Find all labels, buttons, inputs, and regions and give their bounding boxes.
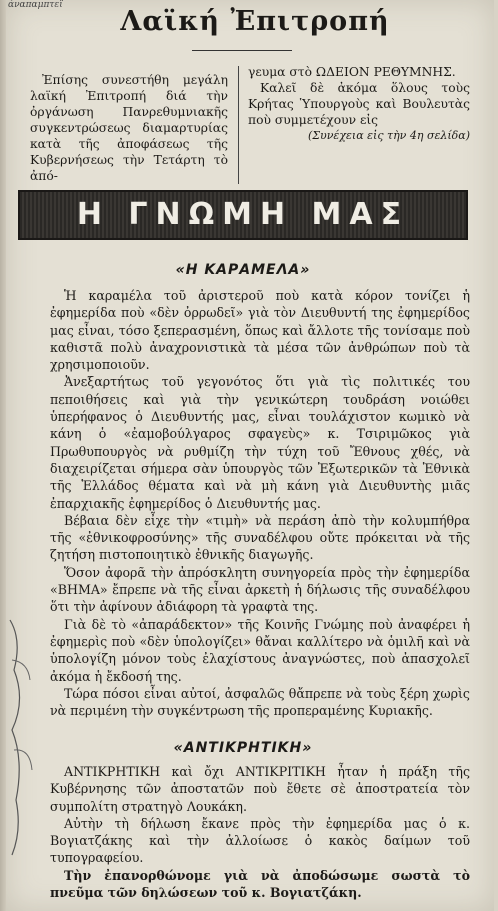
section-title-antikritiki: «ΑΝΤΙΚΡΗΤΙΚΗ»: [173, 740, 313, 756]
paragraph: Ὅσον ἀφορᾶ τὴν ἀπρόσκλητη συνηγορεία πρὸς τὴν ἐφημερίδα «ΒΗΜΑ» ἔπρεπε νὰ τῆς εἶναι ἀρκετὴ ἡ δήλωσις τῆς συναδέλφου ὅτι τὴν ἀφίνουν ἀδιάφορη τὰ γραφτὰ της.: [50, 564, 470, 615]
banner-title: Η ΓΝΩΜΗ ΜΑΣ: [76, 197, 410, 232]
column-divider: [238, 66, 239, 184]
article-right-column: [248, 64, 470, 144]
page-edge: [0, 0, 6, 911]
article-left-column: [30, 72, 228, 184]
section-body-karamela: [50, 287, 470, 719]
paragraph: Γιὰ δὲ τὸ «ἀπαράδεκτον» τῆς Κοινῆς Γνώμης ποὺ ἀναφέρει ἡ ἐφημερὶς ποὺ «δὲν ὑπολογίζει» θἄναι καλλίτερο νὰ ὁμιλῆ καὶ νὰ ὑπολογίζη μόνον τοὺς ἐλαχίστους ἀναγνώστες, ποὺ ἀπασχολεῖ ἀκόμα ἡ ἔκδοσή της.: [50, 616, 470, 684]
paragraph: Αὐτὴν τὴ δήλωση ἔκανε πρὸς τὴν ἐφημερίδα μας ὁ κ. Βογιατζάκης καὶ τὴν ἀλλοίωσε ὁ κακὸς δαίμων τοῦ τυπογραφείου.: [50, 815, 470, 866]
paragraph: Ἀνεξαρτήτως τοῦ γεγονότος ὅτι γιὰ τὶς πολιτικές του πεποιθήσεις καὶ γιὰ τὴν γενικώτερη τουδράση νοιώθει ὑπερήφανος ὁ Διευθυντής μας, εἶναι τουλάχιστον κωμικὸ νὰ κάνη ὁ «ἐαμοβούλγαρος σφαγεὺς» κ. Τσιριμῶκος γιὰ Πρωθυπουργὸς νὰ ρυθμίζη τὴν τύχη τοῦ Ἔθνους χθές, νὰ διαχειρίζεται σήμερα σὰν ὑπουργὸς τῶν Ἐξωτερικῶν τὰ Ἐθνικὰ τῆς Ἑλλάδος θέματα καὶ νὰ μὴ κάνη γιὰ Διευθυντὴς μιᾶς ἐπαρχιακῆς ἐφημερίδος ὁ Διευθυντής μας.: [50, 374, 470, 511]
margin-illustration: [8, 600, 38, 860]
paragraph: Τώρα πόσοι εἶναι αὐτοί, ἀσφαλῶς θἄπρεπε νὰ τοὺς ξέρη χωρὶς νὰ περιμένη τὴν συγκέντρωση τῆς προπεραμένης Κυριακῆς.: [50, 685, 470, 719]
section-title-karamela: «Η ΚΑΡΑΜΕΛΑ»: [175, 262, 311, 278]
paragraph: ΑΝΤΙΚΡΗΤΙΚΗ καὶ ὄχι ΑΝΤΙΚΡΙΤΙΚΗ ἦταν ἡ πράξη τῆς Κυβέρνησης τῶν ἀποστατῶν ποὺ ἔθετε σὲ ἀποστρατεία τὸν συμπολίτη στρατηγὸ Λουκάκη.: [50, 764, 470, 814]
paragraph: Ἡ καραμέλα τοῦ ἀριστεροῦ ποὺ κατὰ κόρον τονίζει ἡ ἐφημερίδα ποὺ «δὲν ὀρρωδεῖ» γιὰ τὸν Διευθυντή της ἐφημερίδος μας εἶναι, τόσο ξεπερασμένη, ὅπως καὶ ἄλλοτε τῆς τονίσαμε ποὺ καθιστᾶ πολὺ ἀναχρονιστικὰ τὰ μέσα τῶν ἀνθρώπων ποὺ τὰ χρησιμοποιοῦν.: [50, 288, 470, 373]
paragraph: Τὴν ἐπανορθώνομε γιὰ νὰ ἀποδώσωμε σωστὰ τὸ πνεῦμα τῶν δηλώσεων τοῦ κ. Βογιατζάκη.: [50, 867, 470, 901]
article-left-paragraph: Ἐπίσης συνεστήθη μεγάλη λαϊκή Ἐπιτροπή διά τὴν ὀργάνωση Πανρεθυμνιακῆς συγκεντρώσεως διαμαρτυρίας κατὰ τῆς ἀποφάσεως τῆς Κυβερνήσεως τὴν Τετάρτη τὸ ἀπό-: [30, 73, 228, 183]
continued-note: (Συνέχεια εἰς τὴν 4η σελίδα): [307, 129, 470, 142]
section-banner: [18, 190, 468, 240]
section-body-antikritiki: [50, 763, 470, 901]
article-right-paragraph: Καλεῖ δὲ ἀκόμα ὅλους τοὺς Κρήτας Ὑπουργοὺς καὶ Βουλευτὰς ποὺ συμμετέχουν εἰς: [248, 81, 470, 127]
headline-rule: [192, 50, 292, 51]
headline: Λαϊκή Ἐπιτροπή: [120, 6, 390, 37]
article-right-paragraph: γευμα στὸ ΩΔΕΙΟΝ ΡΕΘΥΜΝΗΣ.: [248, 65, 456, 79]
paragraph: Βέβαια δὲν εἶχε τὴν «τιμὴ» νὰ περάση ἀπὸ τὴν κολυμπήθρα τῆς «ἐθνικοφροσύνης» τῆς συναδέλφου οὔτε πρόκειται νὰ τῆς ζητήση πιστοποιητικὸ ἐθνικῆς διαγωγῆς.: [50, 512, 470, 563]
top-fragment-text: άναπαμπτεΐ: [8, 0, 63, 10]
